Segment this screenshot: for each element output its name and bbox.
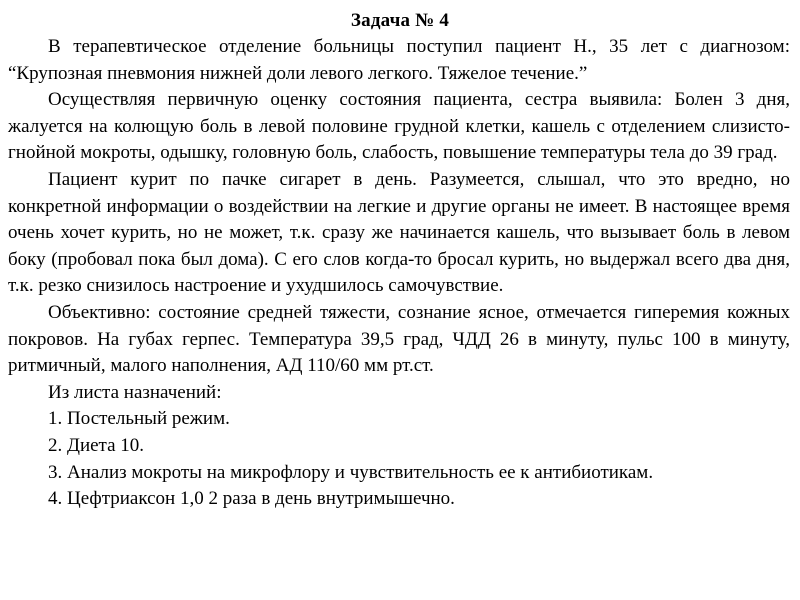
paragraph-admission: В терапевтическое отделение больницы поступил пациент Н., 35 лет с диагнозом: “Крупозная пневмония нижней доли левого легкого. Тяжелое течение.” [8, 36, 790, 84]
task-title: Задача № 4 [350, 10, 450, 31]
prescriptions-heading: Из листа назначений: [48, 381, 222, 403]
prescription-item: 1. Постельный режим. [48, 408, 230, 430]
document-body [8, 34, 790, 513]
paragraph-smoking-history: Пациент курит по пачке сигарет в день. Разумеется, слышал, что это вредно, но конкретной информации о воздействии на легкие и другие органы не имеет. В настоящее время очень хочет курить, но не может, т.к. сразу же начинается кашель, что вызывает боль в левом боку (пробовал пока был дома). С его слов когда-то бросал курить, но выдержал всего два дня, т.к. резко снизилось настроение и ухудшилось самочувствие. [8, 168, 790, 297]
prescription-item: 3. Анализ мокроты на микрофлору и чувствительность ее к антибиотикам. [48, 461, 654, 483]
prescription-item: 4. Цефтриаксон 1,0 2 раза в день внутримышечно. [48, 488, 455, 510]
paragraph-objective-status: Объективно: состояние средней тяжести, сознание ясное, отмечается гиперемия кожных покровов. На губах герпес. Температура 39,5 град, ЧДД 26 в минуту, пульс 100 в минуту, ритмичный, малого наполнения, АД 110/60 мм рт.ст. [8, 301, 790, 377]
prescription-item: 2. Диета 10. [48, 434, 145, 456]
paragraph-initial-assessment: Осуществляя первичную оценку состояния пациента, сестра выявила: Болен 3 дня, жалуется на колющую боль в левой половине грудной клетки, кашель с отделением слизисто-гнойной мокроты, одышку, головную боль, слабость, повышение температуры тела до 39 град. [8, 89, 790, 164]
